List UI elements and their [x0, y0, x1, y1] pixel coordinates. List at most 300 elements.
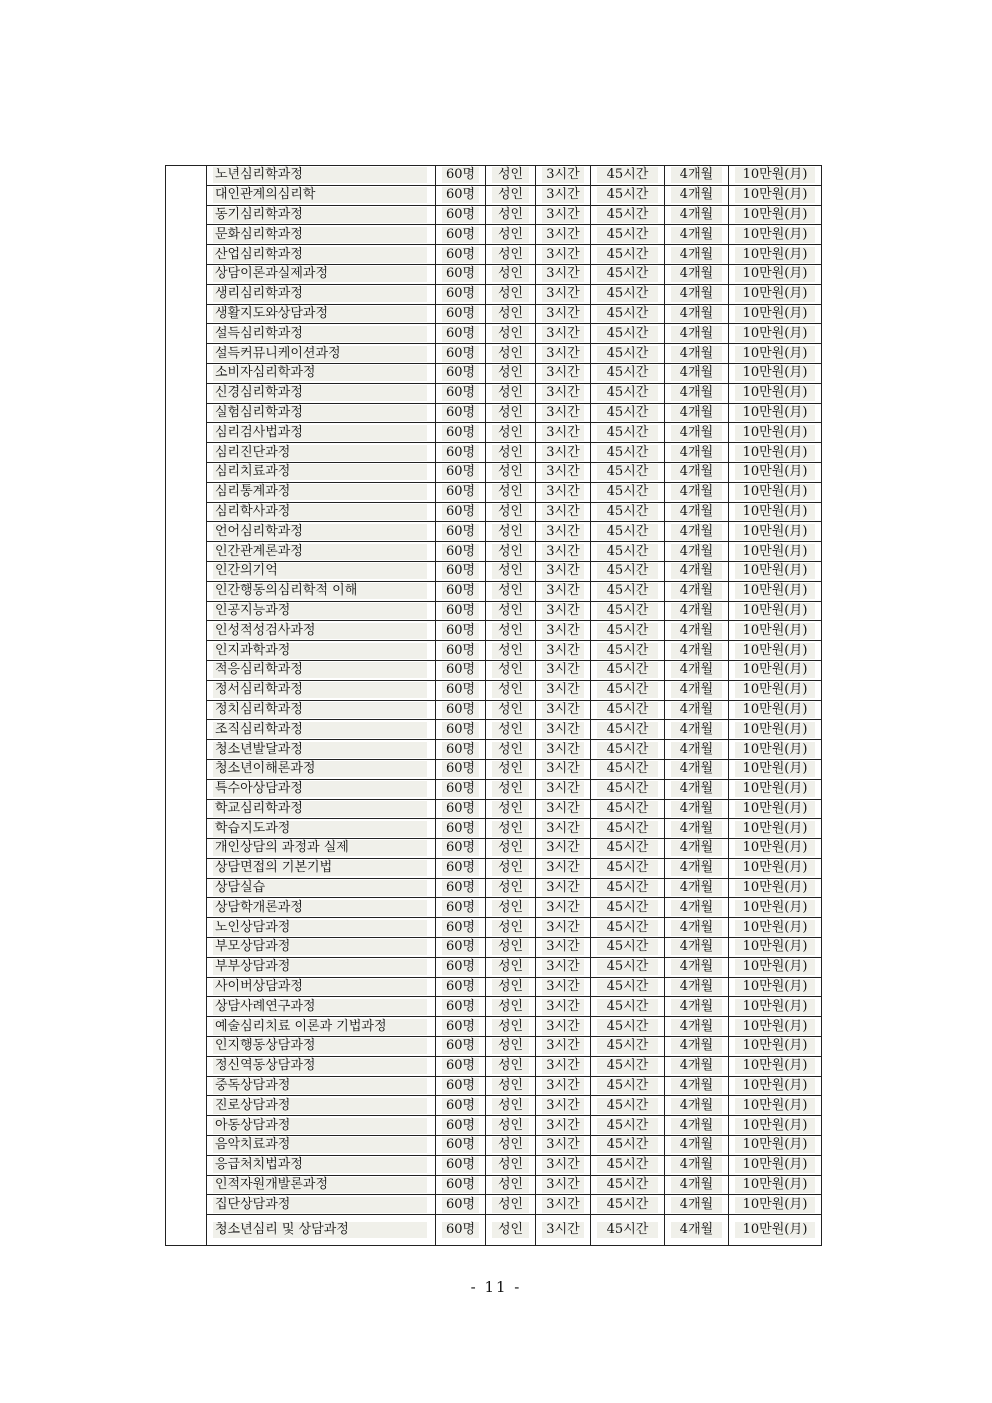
duration-cell-text: 4개월: [671, 662, 722, 678]
total-hours-cell: [591, 324, 665, 344]
fee-cell-text: 10만원(月): [735, 880, 815, 896]
table-row: [166, 601, 822, 621]
duration-cell-text: 4개월: [671, 722, 722, 738]
capacity-cell-text: 60명: [442, 682, 479, 698]
table-row: [166, 462, 822, 482]
duration-cell: [665, 819, 729, 839]
target-cell: [486, 245, 536, 265]
total-hours-cell: [591, 1215, 665, 1246]
duration-cell-text: 4개월: [671, 979, 722, 995]
session-hours-cell: [536, 324, 591, 344]
category-cell: [166, 284, 207, 304]
total-hours-cell-text: 45시간: [597, 1157, 658, 1173]
fee-cell-text: 10만원(月): [735, 662, 815, 678]
total-hours-cell: [591, 660, 665, 680]
duration-cell-text: 4개월: [671, 425, 722, 441]
duration-cell-text: 4개월: [671, 1038, 722, 1054]
fee-cell: [729, 641, 822, 661]
duration-cell: [665, 1076, 729, 1096]
capacity-cell-text: 60명: [442, 1098, 479, 1114]
session-hours-cell-text: 3시간: [542, 821, 584, 837]
course-name-cell-text: 동기심리학과정: [213, 207, 427, 223]
duration-cell-text: 4개월: [671, 207, 722, 223]
target-cell-text: 성인: [492, 1222, 529, 1238]
course-name-cell-text: 인지과학과정: [213, 643, 427, 659]
course-name-cell: [207, 205, 436, 225]
target-cell-text: 성인: [492, 405, 529, 421]
target-cell-text: 성인: [492, 900, 529, 916]
session-hours-cell: [536, 1175, 591, 1195]
fee-cell: [729, 423, 822, 443]
duration-cell-text: 4개월: [671, 781, 722, 797]
fee-cell: [729, 462, 822, 482]
fee-cell: [729, 502, 822, 522]
capacity-cell-text: 60명: [442, 365, 479, 381]
target-cell-text: 성인: [492, 840, 529, 856]
fee-cell-text: 10만원(月): [735, 801, 815, 817]
total-hours-cell: [591, 938, 665, 958]
target-cell: [486, 1037, 536, 1057]
session-hours-cell: [536, 225, 591, 245]
category-cell: [166, 363, 207, 383]
course-name-cell-text: 노년심리학과정: [213, 167, 427, 183]
target-cell-text: 성인: [492, 722, 529, 738]
capacity-cell: [436, 522, 486, 542]
category-cell: [166, 1215, 207, 1246]
capacity-cell-text: 60명: [442, 860, 479, 876]
total-hours-cell-text: 45시간: [597, 821, 658, 837]
table-row: [166, 363, 822, 383]
target-cell-text: 성인: [492, 484, 529, 500]
fee-cell: [729, 621, 822, 641]
duration-cell: [665, 957, 729, 977]
capacity-cell-text: 60명: [442, 484, 479, 500]
total-hours-cell: [591, 878, 665, 898]
duration-cell: [665, 264, 729, 284]
fee-cell: [729, 858, 822, 878]
total-hours-cell-text: 45시간: [597, 781, 658, 797]
target-cell-text: 성인: [492, 781, 529, 797]
course-name-cell: [207, 660, 436, 680]
capacity-cell-text: 60명: [442, 346, 479, 362]
course-name-cell: [207, 581, 436, 601]
category-cell: [166, 601, 207, 621]
capacity-cell: [436, 641, 486, 661]
total-hours-cell-text: 45시간: [597, 306, 658, 322]
course-table-body: [166, 166, 822, 1246]
fee-cell-text: 10만원(月): [735, 761, 815, 777]
session-hours-cell-text: 3시간: [542, 425, 584, 441]
course-name-cell: [207, 383, 436, 403]
fee-cell-text: 10만원(月): [735, 900, 815, 916]
capacity-cell-text: 60명: [442, 722, 479, 738]
capacity-cell: [436, 997, 486, 1017]
session-hours-cell-text: 3시간: [542, 959, 584, 975]
duration-cell-text: 4개월: [671, 1137, 722, 1153]
target-cell: [486, 383, 536, 403]
capacity-cell-text: 60명: [442, 1137, 479, 1153]
fee-cell: [729, 482, 822, 502]
fee-cell: [729, 324, 822, 344]
course-name-cell: [207, 918, 436, 938]
capacity-cell: [436, 205, 486, 225]
total-hours-cell: [591, 1096, 665, 1116]
session-hours-cell: [536, 462, 591, 482]
fee-cell: [729, 1155, 822, 1175]
duration-cell: [665, 383, 729, 403]
duration-cell: [665, 1155, 729, 1175]
fee-cell: [729, 443, 822, 463]
capacity-cell-text: 60명: [442, 306, 479, 322]
category-cell: [166, 779, 207, 799]
category-cell: [166, 1155, 207, 1175]
total-hours-cell: [591, 522, 665, 542]
total-hours-cell: [591, 1116, 665, 1136]
session-hours-cell-text: 3시간: [542, 643, 584, 659]
category-cell: [166, 462, 207, 482]
capacity-cell: [436, 1116, 486, 1136]
session-hours-cell-text: 3시간: [542, 1058, 584, 1074]
capacity-cell-text: 60명: [442, 544, 479, 560]
course-name-cell-text: 인공지능과정: [213, 603, 427, 619]
fee-cell-text: 10만원(月): [735, 1137, 815, 1153]
session-hours-cell-text: 3시간: [542, 544, 584, 560]
capacity-cell-text: 60명: [442, 247, 479, 263]
session-hours-cell: [536, 264, 591, 284]
session-hours-cell: [536, 898, 591, 918]
capacity-cell: [436, 344, 486, 364]
duration-cell: [665, 779, 729, 799]
table-row: [166, 502, 822, 522]
duration-cell: [665, 324, 729, 344]
duration-cell: [665, 601, 729, 621]
target-cell: [486, 601, 536, 621]
total-hours-cell: [591, 977, 665, 997]
course-name-cell-text: 상담사례연구과정: [213, 999, 427, 1015]
course-name-cell: [207, 166, 436, 186]
session-hours-cell: [536, 1136, 591, 1156]
target-cell: [486, 1116, 536, 1136]
course-name-cell-text: 예술심리치료 이론과 기법과정: [213, 1019, 427, 1035]
course-name-cell: [207, 819, 436, 839]
target-cell-text: 성인: [492, 207, 529, 223]
duration-cell: [665, 938, 729, 958]
duration-cell-text: 4개월: [671, 365, 722, 381]
capacity-cell-text: 60명: [442, 821, 479, 837]
session-hours-cell: [536, 205, 591, 225]
total-hours-cell: [591, 423, 665, 443]
session-hours-cell-text: 3시간: [542, 722, 584, 738]
session-hours-cell: [536, 482, 591, 502]
capacity-cell-text: 60명: [442, 1058, 479, 1074]
session-hours-cell-text: 3시간: [542, 306, 584, 322]
total-hours-cell: [591, 344, 665, 364]
fee-cell: [729, 660, 822, 680]
course-name-cell-text: 조직심리학과정: [213, 722, 427, 738]
session-hours-cell-text: 3시간: [542, 247, 584, 263]
fee-cell: [729, 1096, 822, 1116]
fee-cell-text: 10만원(月): [735, 959, 815, 975]
table-row: [166, 344, 822, 364]
table-row: [166, 1195, 822, 1215]
capacity-cell: [436, 166, 486, 186]
fee-cell: [729, 363, 822, 383]
fee-cell-text: 10만원(月): [735, 939, 815, 955]
table-row: [166, 1037, 822, 1057]
capacity-cell-text: 60명: [442, 742, 479, 758]
course-name-cell: [207, 1195, 436, 1215]
course-name-cell-text: 집단상담과정: [213, 1197, 427, 1213]
duration-cell-text: 4개월: [671, 702, 722, 718]
course-name-cell-text: 상담학개론과정: [213, 900, 427, 916]
session-hours-cell: [536, 779, 591, 799]
fee-cell-text: 10만원(月): [735, 385, 815, 401]
course-name-cell-text: 중독상담과정: [213, 1078, 427, 1094]
category-cell: [166, 403, 207, 423]
target-cell-text: 성인: [492, 1118, 529, 1134]
fee-cell: [729, 819, 822, 839]
category-cell: [166, 621, 207, 641]
target-cell-text: 성인: [492, 583, 529, 599]
target-cell: [486, 938, 536, 958]
course-name-cell: [207, 938, 436, 958]
session-hours-cell: [536, 284, 591, 304]
category-cell: [166, 680, 207, 700]
duration-cell-text: 4개월: [671, 1019, 722, 1035]
session-hours-cell-text: 3시간: [542, 405, 584, 421]
fee-cell: [729, 1116, 822, 1136]
session-hours-cell: [536, 502, 591, 522]
duration-cell-text: 4개월: [671, 583, 722, 599]
category-cell: [166, 264, 207, 284]
course-name-cell: [207, 1017, 436, 1037]
target-cell-text: 성인: [492, 880, 529, 896]
total-hours-cell-text: 45시간: [597, 227, 658, 243]
target-cell-text: 성인: [492, 662, 529, 678]
duration-cell-text: 4개월: [671, 999, 722, 1015]
target-cell: [486, 344, 536, 364]
fee-cell-text: 10만원(月): [735, 860, 815, 876]
duration-cell: [665, 1017, 729, 1037]
course-name-cell: [207, 542, 436, 562]
capacity-cell: [436, 700, 486, 720]
table-row: [166, 284, 822, 304]
session-hours-cell-text: 3시간: [542, 781, 584, 797]
session-hours-cell: [536, 680, 591, 700]
target-cell-text: 성인: [492, 1098, 529, 1114]
category-cell: [166, 641, 207, 661]
fee-cell-text: 10만원(月): [735, 702, 815, 718]
course-name-cell-text: 정신역동상담과정: [213, 1058, 427, 1074]
fee-cell: [729, 1215, 822, 1246]
capacity-cell-text: 60명: [442, 939, 479, 955]
duration-cell-text: 4개월: [671, 504, 722, 520]
table-row: [166, 403, 822, 423]
total-hours-cell-text: 45시간: [597, 247, 658, 263]
capacity-cell: [436, 1056, 486, 1076]
total-hours-cell-text: 45시간: [597, 900, 658, 916]
table-row: [166, 245, 822, 265]
session-hours-cell: [536, 1096, 591, 1116]
fee-cell-text: 10만원(月): [735, 484, 815, 500]
capacity-cell: [436, 482, 486, 502]
table-row: [166, 542, 822, 562]
total-hours-cell-text: 45시간: [597, 1118, 658, 1134]
table-row: [166, 898, 822, 918]
fee-cell-text: 10만원(月): [735, 445, 815, 461]
session-hours-cell-text: 3시간: [542, 1098, 584, 1114]
course-name-cell-text: 사이버상담과정: [213, 979, 427, 995]
capacity-cell-text: 60명: [442, 445, 479, 461]
total-hours-cell-text: 45시간: [597, 266, 658, 282]
duration-cell: [665, 799, 729, 819]
fee-cell-text: 10만원(月): [735, 840, 815, 856]
duration-cell: [665, 660, 729, 680]
course-name-cell: [207, 779, 436, 799]
course-name-cell-text: 심리통계과정: [213, 484, 427, 500]
total-hours-cell-text: 45시간: [597, 1137, 658, 1153]
duration-cell: [665, 997, 729, 1017]
target-cell: [486, 898, 536, 918]
session-hours-cell: [536, 641, 591, 661]
duration-cell: [665, 700, 729, 720]
course-name-cell-text: 정치심리학과정: [213, 702, 427, 718]
course-name-cell-text: 노인상담과정: [213, 920, 427, 936]
duration-cell: [665, 225, 729, 245]
fee-cell: [729, 284, 822, 304]
course-name-cell: [207, 977, 436, 997]
course-name-cell-text: 아동상담과정: [213, 1118, 427, 1134]
duration-cell-text: 4개월: [671, 1098, 722, 1114]
course-name-cell-text: 문화심리학과정: [213, 227, 427, 243]
course-name-cell-text: 생활지도와상담과정: [213, 306, 427, 322]
table-row: [166, 1136, 822, 1156]
target-cell-text: 성인: [492, 346, 529, 362]
capacity-cell-text: 60명: [442, 801, 479, 817]
category-cell: [166, 245, 207, 265]
course-name-cell-text: 인간의기억: [213, 563, 427, 579]
table-row: [166, 740, 822, 760]
fee-cell-text: 10만원(月): [735, 920, 815, 936]
category-cell: [166, 1195, 207, 1215]
target-cell: [486, 581, 536, 601]
total-hours-cell: [591, 957, 665, 977]
course-name-cell: [207, 185, 436, 205]
session-hours-cell-text: 3시간: [542, 623, 584, 639]
table-row: [166, 482, 822, 502]
total-hours-cell: [591, 1136, 665, 1156]
session-hours-cell-text: 3시간: [542, 207, 584, 223]
total-hours-cell-text: 45시간: [597, 1098, 658, 1114]
target-cell-text: 성인: [492, 801, 529, 817]
duration-cell: [665, 898, 729, 918]
total-hours-cell-text: 45시간: [597, 365, 658, 381]
duration-cell-text: 4개월: [671, 266, 722, 282]
category-cell: [166, 383, 207, 403]
target-cell: [486, 779, 536, 799]
table-row: [166, 819, 822, 839]
capacity-cell-text: 60명: [442, 1019, 479, 1035]
duration-cell: [665, 621, 729, 641]
fee-cell: [729, 166, 822, 186]
capacity-cell-text: 60명: [442, 1157, 479, 1173]
total-hours-cell: [591, 284, 665, 304]
target-cell: [486, 502, 536, 522]
total-hours-cell-text: 45시간: [597, 583, 658, 599]
course-name-cell-text: 산업심리학과정: [213, 247, 427, 263]
course-name-cell: [207, 759, 436, 779]
session-hours-cell: [536, 423, 591, 443]
session-hours-cell-text: 3시간: [542, 1177, 584, 1193]
capacity-cell: [436, 839, 486, 859]
category-cell: [166, 225, 207, 245]
total-hours-cell: [591, 799, 665, 819]
fee-cell: [729, 700, 822, 720]
course-name-cell-text: 청소년이해론과정: [213, 761, 427, 777]
course-name-cell: [207, 839, 436, 859]
capacity-cell-text: 60명: [442, 603, 479, 619]
session-hours-cell-text: 3시간: [542, 1137, 584, 1153]
target-cell-text: 성인: [492, 939, 529, 955]
category-cell: [166, 957, 207, 977]
course-name-cell: [207, 1056, 436, 1076]
total-hours-cell: [591, 403, 665, 423]
capacity-cell-text: 60명: [442, 623, 479, 639]
total-hours-cell-text: 45시간: [597, 563, 658, 579]
fee-cell-text: 10만원(月): [735, 306, 815, 322]
category-cell: [166, 898, 207, 918]
table-row: [166, 383, 822, 403]
session-hours-cell: [536, 977, 591, 997]
course-name-cell: [207, 443, 436, 463]
total-hours-cell: [591, 245, 665, 265]
target-cell-text: 성인: [492, 1157, 529, 1173]
session-hours-cell: [536, 997, 591, 1017]
table-row: [166, 1116, 822, 1136]
table-row: [166, 581, 822, 601]
table-row: [166, 522, 822, 542]
capacity-cell: [436, 1096, 486, 1116]
capacity-cell: [436, 660, 486, 680]
fee-cell-text: 10만원(月): [735, 563, 815, 579]
table-row: [166, 839, 822, 859]
category-cell: [166, 205, 207, 225]
session-hours-cell: [536, 601, 591, 621]
duration-cell-text: 4개월: [671, 544, 722, 560]
total-hours-cell: [591, 1076, 665, 1096]
total-hours-cell-text: 45시간: [597, 544, 658, 560]
session-hours-cell-text: 3시간: [542, 979, 584, 995]
fee-cell-text: 10만원(月): [735, 1058, 815, 1074]
target-cell: [486, 462, 536, 482]
category-cell: [166, 423, 207, 443]
course-name-cell-text: 소비자심리학과정: [213, 365, 427, 381]
duration-cell-text: 4개월: [671, 860, 722, 876]
course-name-cell-text: 인지행동상담과정: [213, 1038, 427, 1054]
session-hours-cell-text: 3시간: [542, 1118, 584, 1134]
capacity-cell: [436, 621, 486, 641]
duration-cell-text: 4개월: [671, 742, 722, 758]
total-hours-cell: [591, 740, 665, 760]
capacity-cell-text: 60명: [442, 900, 479, 916]
total-hours-cell: [591, 1017, 665, 1037]
duration-cell: [665, 502, 729, 522]
fee-cell: [729, 1136, 822, 1156]
table-row: [166, 1215, 822, 1246]
session-hours-cell-text: 3시간: [542, 900, 584, 916]
target-cell-text: 성인: [492, 643, 529, 659]
fee-cell: [729, 601, 822, 621]
